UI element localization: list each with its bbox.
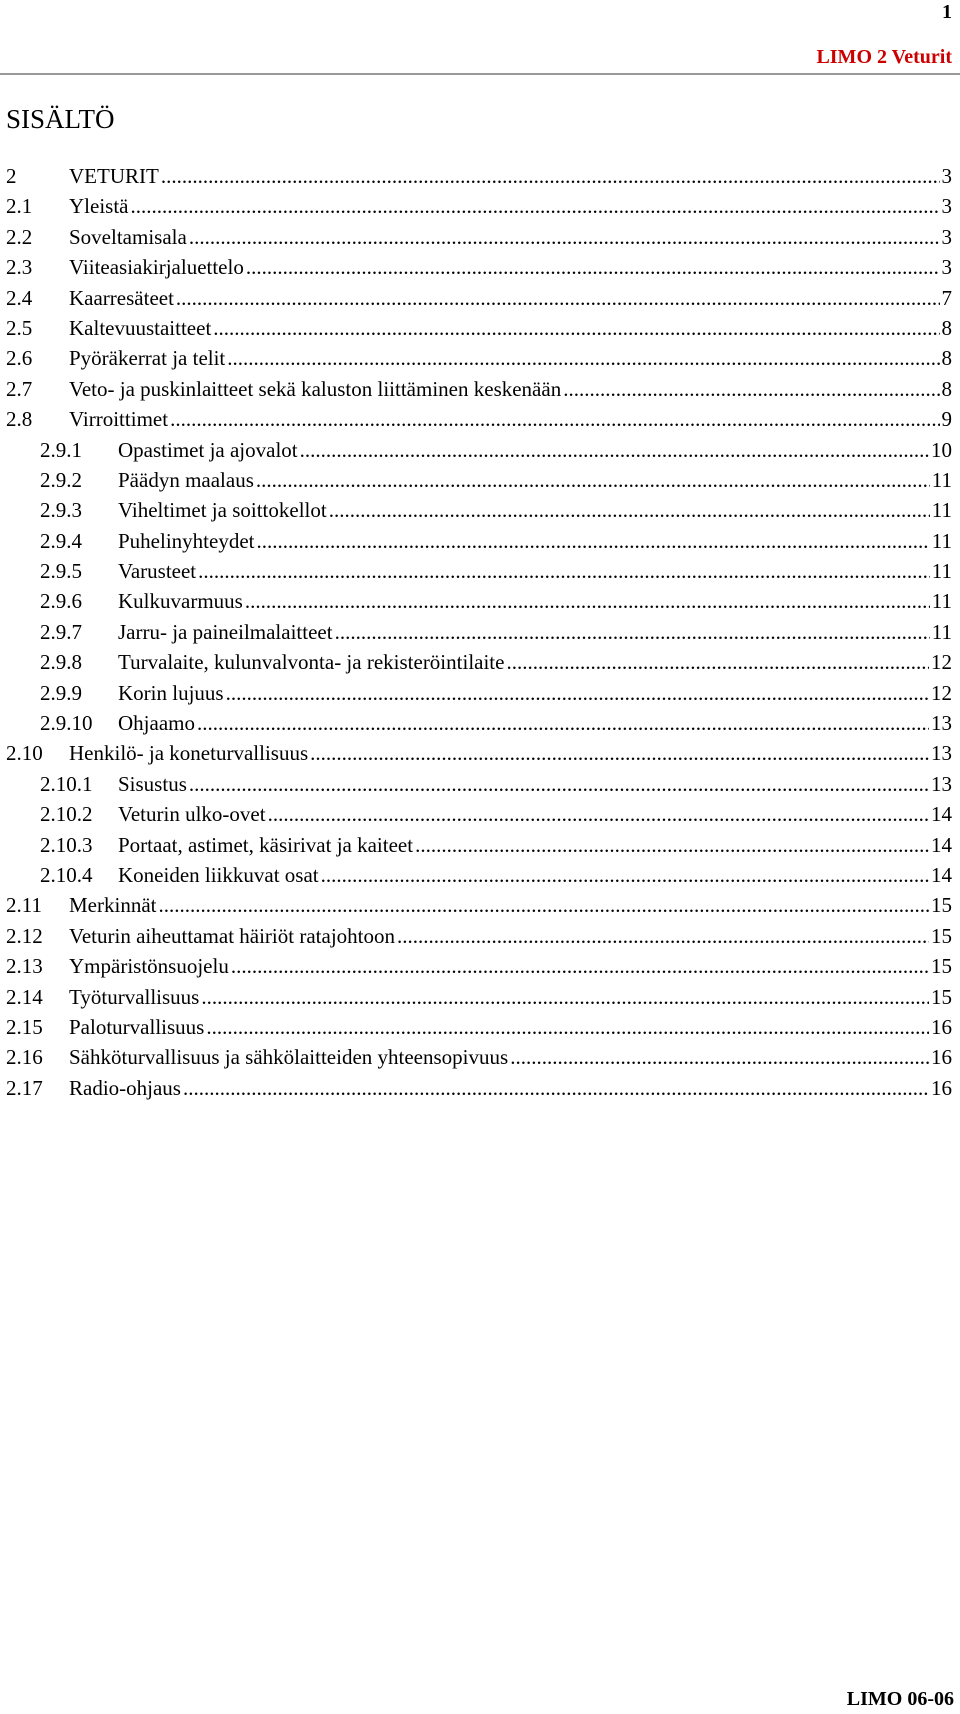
toc-entry[interactable] (6, 1012, 952, 1042)
toc-entry[interactable] (6, 1042, 952, 1072)
toc-entry-number: 2.9.8 (40, 650, 82, 675)
toc-entry[interactable] (6, 921, 952, 951)
toc-entry-number: 2.9.2 (40, 467, 82, 492)
toc-dot-leader (189, 769, 929, 799)
toc-entry-page[interactable]: 9 (941, 407, 952, 432)
toc-entry-title[interactable]: Korin lujuus (118, 680, 224, 705)
toc-entry-number: 2.10.3 (40, 832, 93, 857)
toc-entry-page[interactable]: 14 (931, 862, 952, 887)
toc-entry-title[interactable]: Varusteet (118, 559, 197, 584)
toc-entry-page[interactable]: 7 (941, 285, 952, 310)
toc-entry-number: 2.17 (6, 1075, 43, 1100)
toc-entry-number: 2.9.9 (40, 680, 82, 705)
toc-entry-title[interactable]: Koneiden liikkuvat osat (118, 862, 319, 887)
toc-entry-number: 2.1 (6, 194, 33, 219)
toc-entry[interactable] (6, 252, 952, 282)
toc-entry-number: 2.9.6 (40, 589, 82, 614)
toc-dot-leader (189, 222, 940, 252)
toc-entry-page[interactable]: 11 (931, 559, 952, 584)
toc-dot-leader (226, 678, 929, 708)
toc-entry-number: 2.5 (6, 315, 33, 340)
toc-entry-number: 2.15 (6, 1014, 43, 1039)
toc-entry[interactable] (6, 343, 952, 373)
toc-dot-leader (245, 586, 930, 616)
toc-entry-title[interactable]: Merkinnät (69, 893, 157, 918)
toc-entry-page[interactable]: 8 (941, 315, 952, 340)
toc-entry[interactable] (6, 191, 952, 221)
toc-dot-leader (256, 526, 929, 556)
toc-entry-page[interactable]: 8 (941, 376, 952, 401)
toc-dot-leader (161, 161, 940, 191)
toc-entry-number: 2.9.3 (40, 498, 82, 523)
toc-entry[interactable] (6, 738, 952, 768)
table-of-contents (6, 161, 952, 1103)
toc-dot-leader (300, 435, 929, 465)
toc-entry[interactable] (6, 982, 952, 1012)
toc-entry-number: 2.6 (6, 346, 33, 371)
toc-entry-page[interactable]: 13 (931, 711, 952, 736)
toc-dot-leader (563, 374, 939, 404)
toc-dot-leader (201, 982, 929, 1012)
toc-dot-leader (415, 830, 929, 860)
toc-entry[interactable] (6, 465, 952, 495)
toc-entry-page[interactable]: 3 (941, 224, 952, 249)
toc-entry-title[interactable]: Kaarresäteet (69, 285, 174, 310)
toc-dot-leader (213, 313, 939, 343)
toc-entry-title[interactable]: Puhelinyhteydet (118, 528, 255, 553)
toc-entry[interactable] (6, 404, 952, 434)
toc-entry-page[interactable]: 8 (941, 346, 952, 371)
toc-entry-title[interactable]: Paloturvallisuus (69, 1014, 205, 1039)
toc-dot-leader (227, 343, 939, 373)
toc-entry-number: 2.10.1 (40, 771, 93, 796)
toc-entry[interactable] (6, 222, 952, 252)
toc-entry[interactable] (6, 1073, 952, 1103)
toc-entry-title[interactable]: Sähköturvallisuus ja sähkölaitteiden yhteensopivuus (69, 1045, 509, 1070)
toc-entry-page[interactable]: 13 (931, 771, 952, 796)
toc-entry-page[interactable]: 15 (931, 893, 952, 918)
toc-entry[interactable] (6, 708, 952, 738)
toc-entry-title[interactable]: Kaltevuustaitteet (69, 315, 212, 340)
toc-entry[interactable] (6, 890, 952, 920)
toc-dot-leader (510, 1042, 929, 1072)
toc-dot-leader (506, 647, 929, 677)
toc-entry-title[interactable]: Opastimet ja ajovalot (118, 437, 298, 462)
toc-entry-number: 2.10 (6, 741, 43, 766)
toc-dot-leader (130, 191, 939, 221)
toc-dot-leader (329, 495, 930, 525)
toc-entry-title[interactable]: VETURIT (69, 164, 159, 188)
toc-entry-number: 2.9.4 (40, 528, 82, 553)
toc-dot-leader (158, 890, 929, 920)
toc-entry-number: 2.9.1 (40, 437, 82, 462)
toc-dot-leader (246, 252, 940, 282)
toc-entry[interactable] (6, 556, 952, 586)
toc-entry-title[interactable]: Ohjaamo (118, 711, 195, 736)
toc-dot-leader (206, 1012, 929, 1042)
toc-entry-title[interactable]: Veturin aiheuttamat häiriöt ratajohtoon (69, 923, 395, 948)
toc-entry-page[interactable]: 16 (931, 1014, 952, 1039)
toc-entry-page[interactable]: 11 (931, 619, 952, 644)
toc-dot-leader (256, 465, 930, 495)
toc-entry-page[interactable]: 3 (941, 255, 952, 280)
toc-entry-number: 2.9.5 (40, 559, 82, 584)
toc-entry-number: 2.4 (6, 285, 33, 310)
document-header-title: LIMO 2 Veturit (816, 46, 952, 68)
toc-entry-title[interactable]: Veto- ja puskinlaitteet sekä kaluston liittäminen keskenään (69, 376, 562, 401)
toc-entry-title[interactable]: Viheltimet ja soittokellot (118, 498, 327, 523)
toc-entry[interactable] (6, 860, 952, 890)
toc-entry-page[interactable]: 11 (931, 528, 952, 553)
toc-entry[interactable] (6, 951, 952, 981)
toc-entry[interactable] (6, 374, 952, 404)
toc-entry-title[interactable]: Virroittimet (69, 407, 169, 432)
toc-entry[interactable] (6, 435, 952, 465)
toc-entry-page[interactable]: 14 (931, 802, 952, 827)
toc-dot-leader (197, 708, 929, 738)
toc-entry-title[interactable]: Sisustus (118, 771, 187, 796)
toc-entry-page[interactable]: 15 (931, 954, 952, 979)
toc-entry-page[interactable]: 11 (931, 498, 952, 523)
toc-entry-title[interactable]: Portaat, astimet, käsirivat ja kaiteet (118, 832, 414, 857)
toc-dot-leader (335, 617, 930, 647)
toc-entry-number: 2.16 (6, 1045, 43, 1070)
toc-entry-title[interactable]: Kulkuvarmuus (118, 589, 243, 614)
toc-entry[interactable] (6, 647, 952, 677)
toc-entry-page[interactable]: 11 (931, 467, 952, 492)
toc-entry-number: 2.3 (6, 255, 33, 280)
toc-entry-page[interactable]: 14 (931, 832, 952, 857)
toc-entry-number: 2.7 (6, 376, 33, 401)
toc-entry-page[interactable]: 3 (941, 194, 952, 219)
toc-entry-page[interactable]: 16 (931, 1045, 952, 1070)
toc-dot-leader (198, 556, 930, 586)
toc-entry-title[interactable]: Pyöräkerrat ja telit (69, 346, 226, 371)
toc-dot-leader (183, 1073, 929, 1103)
toc-entry-title[interactable]: Ympäristönsuojelu (69, 954, 229, 979)
toc-entry-number: 2.12 (6, 923, 43, 948)
toc-dot-leader (321, 860, 929, 890)
toc-entry[interactable] (6, 830, 952, 860)
toc-entry-number: 2.9.7 (40, 619, 82, 644)
toc-entry-title[interactable]: Henkilö- ja koneturvallisuus (69, 741, 309, 766)
toc-entry[interactable] (6, 161, 952, 191)
toc-entry-page[interactable]: 15 (931, 923, 952, 948)
toc-entry-page[interactable]: 10 (931, 437, 952, 462)
toc-entry-page[interactable]: 12 (931, 680, 952, 705)
toc-dot-leader (231, 951, 929, 981)
header-divider (0, 73, 960, 75)
toc-entry-page[interactable]: 16 (931, 1075, 952, 1100)
toc-entry-number: 2.9.10 (40, 711, 93, 736)
toc-entry-number: 2.14 (6, 984, 43, 1009)
toc-entry[interactable] (6, 799, 952, 829)
toc-entry-title[interactable]: Viiteasiakirjaluettelo (69, 255, 244, 280)
toc-entry[interactable] (6, 495, 952, 525)
toc-entry-page[interactable]: 13 (931, 741, 952, 766)
toc-entry-title[interactable]: Yleistä (69, 194, 129, 219)
toc-entry-number: 2.2 (6, 224, 33, 249)
toc-dot-leader (397, 921, 929, 951)
page-number: 1 (942, 1, 952, 23)
toc-entry[interactable] (6, 586, 952, 616)
toc-entry-title[interactable]: Soveltamisala (69, 224, 187, 249)
toc-entry[interactable] (6, 678, 952, 708)
footer-text: LIMO 06-06 (846, 1688, 954, 1710)
toc-heading: SISÄLTÖ (6, 104, 115, 134)
toc-dot-leader (310, 738, 929, 768)
toc-entry-number: 2.8 (6, 407, 33, 432)
toc-entry-number: 2.13 (6, 954, 43, 979)
toc-entry-number: 2.11 (6, 893, 42, 918)
toc-entry-title[interactable]: Radio-ohjaus (69, 1075, 181, 1100)
toc-entry-title[interactable]: Veturin ulko-ovet (118, 802, 266, 827)
toc-entry-page[interactable]: 12 (931, 650, 952, 675)
toc-entry-number: 2 (6, 164, 17, 188)
toc-entry-title[interactable]: Työturvallisuus (69, 984, 200, 1009)
toc-dot-leader (170, 404, 939, 434)
toc-dot-leader (268, 799, 929, 829)
toc-entry[interactable] (6, 617, 952, 647)
toc-dot-leader (176, 283, 940, 313)
toc-entry[interactable] (6, 526, 952, 556)
toc-entry[interactable] (6, 769, 952, 799)
toc-entry-page[interactable]: 15 (931, 984, 952, 1009)
toc-entry-title[interactable]: Turvalaite, kulunvalvonta- ja rekisteröintilaite (118, 650, 505, 675)
toc-entry-title[interactable]: Jarru- ja paineilmalaitteet (118, 619, 333, 644)
toc-entry-number: 2.10.2 (40, 802, 93, 827)
toc-entry[interactable] (6, 313, 952, 343)
toc-entry-number: 2.10.4 (40, 862, 93, 887)
toc-entry[interactable] (6, 283, 952, 313)
toc-entry-page[interactable]: 3 (941, 164, 952, 188)
toc-entry-page[interactable]: 11 (931, 589, 952, 614)
toc-entry-title[interactable]: Päädyn maalaus (118, 467, 254, 492)
